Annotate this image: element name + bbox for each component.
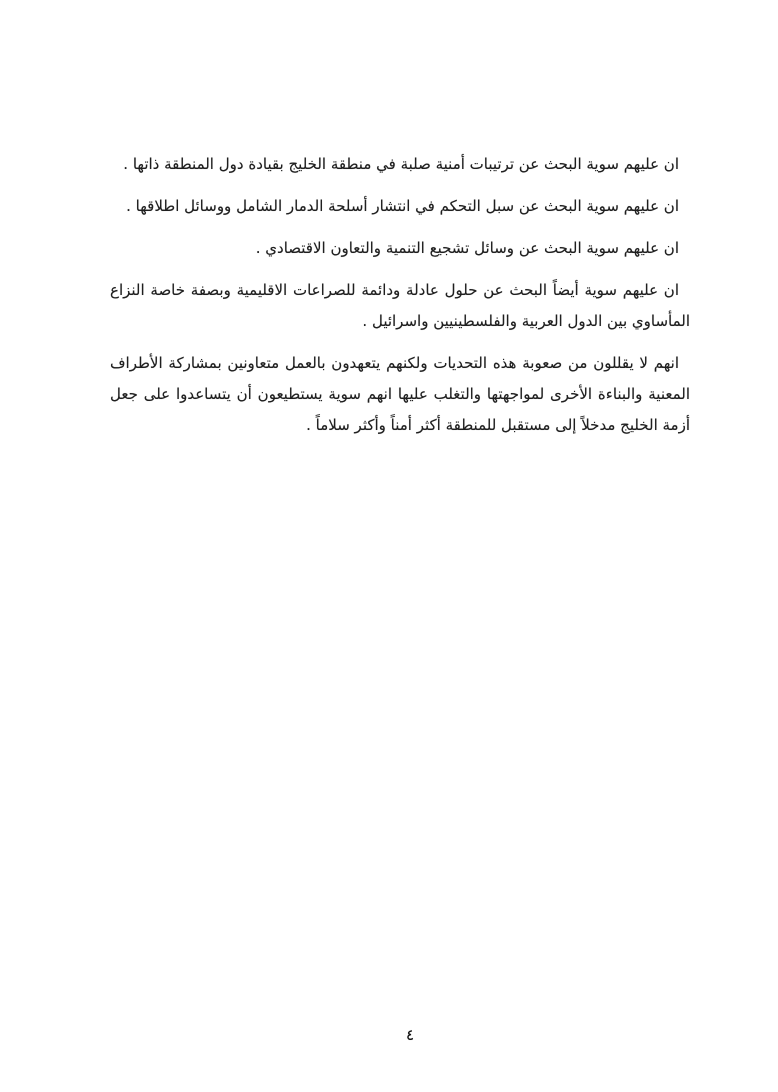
- page-body: [110, 149, 690, 441]
- paragraph-security-arrangements: ان عليهم سوية البحث عن ترتيبات أمنية صلبة في منطقة الخليج بقيادة دول المنطقة ذاتها .: [123, 155, 679, 173]
- paragraph-closing-pledge: انهم لا يقللون من صعوبة هذه التحديات ولكنهم يتعهدون بالعمل متعاونين بمشاركة الأطراف المعنية والبناءة الأخرى لمواجهتها والتغلب عليها انهم سوية يستطيعون أن يتساعدوا على جعل أزمة الخليج مدخلاً إلى مستقبل للمنطقة أكثر أمناً وأكثر سلاماً .: [110, 354, 690, 434]
- paragraph-wmd-proliferation-control: ان عليهم سوية البحث عن سبل التحكم في انتشار أسلحة الدمار الشامل ووسائل اطلاقها .: [126, 197, 679, 215]
- paragraph-economic-development-cooperation: ان عليهم سوية البحث عن وسائل تشجيع التنمية والتعاون الاقتصادي .: [255, 239, 679, 257]
- paragraph-regional-conflicts-resolution: ان عليهم سوية أيضاً البحث عن حلول عادلة ودائمة للصراعات الاقليمية وبصفة خاصة النزاع المأساوي بين الدول العربية والفلسطينيين واسرائيل .: [110, 281, 690, 330]
- page-number: ٤: [405, 1026, 415, 1044]
